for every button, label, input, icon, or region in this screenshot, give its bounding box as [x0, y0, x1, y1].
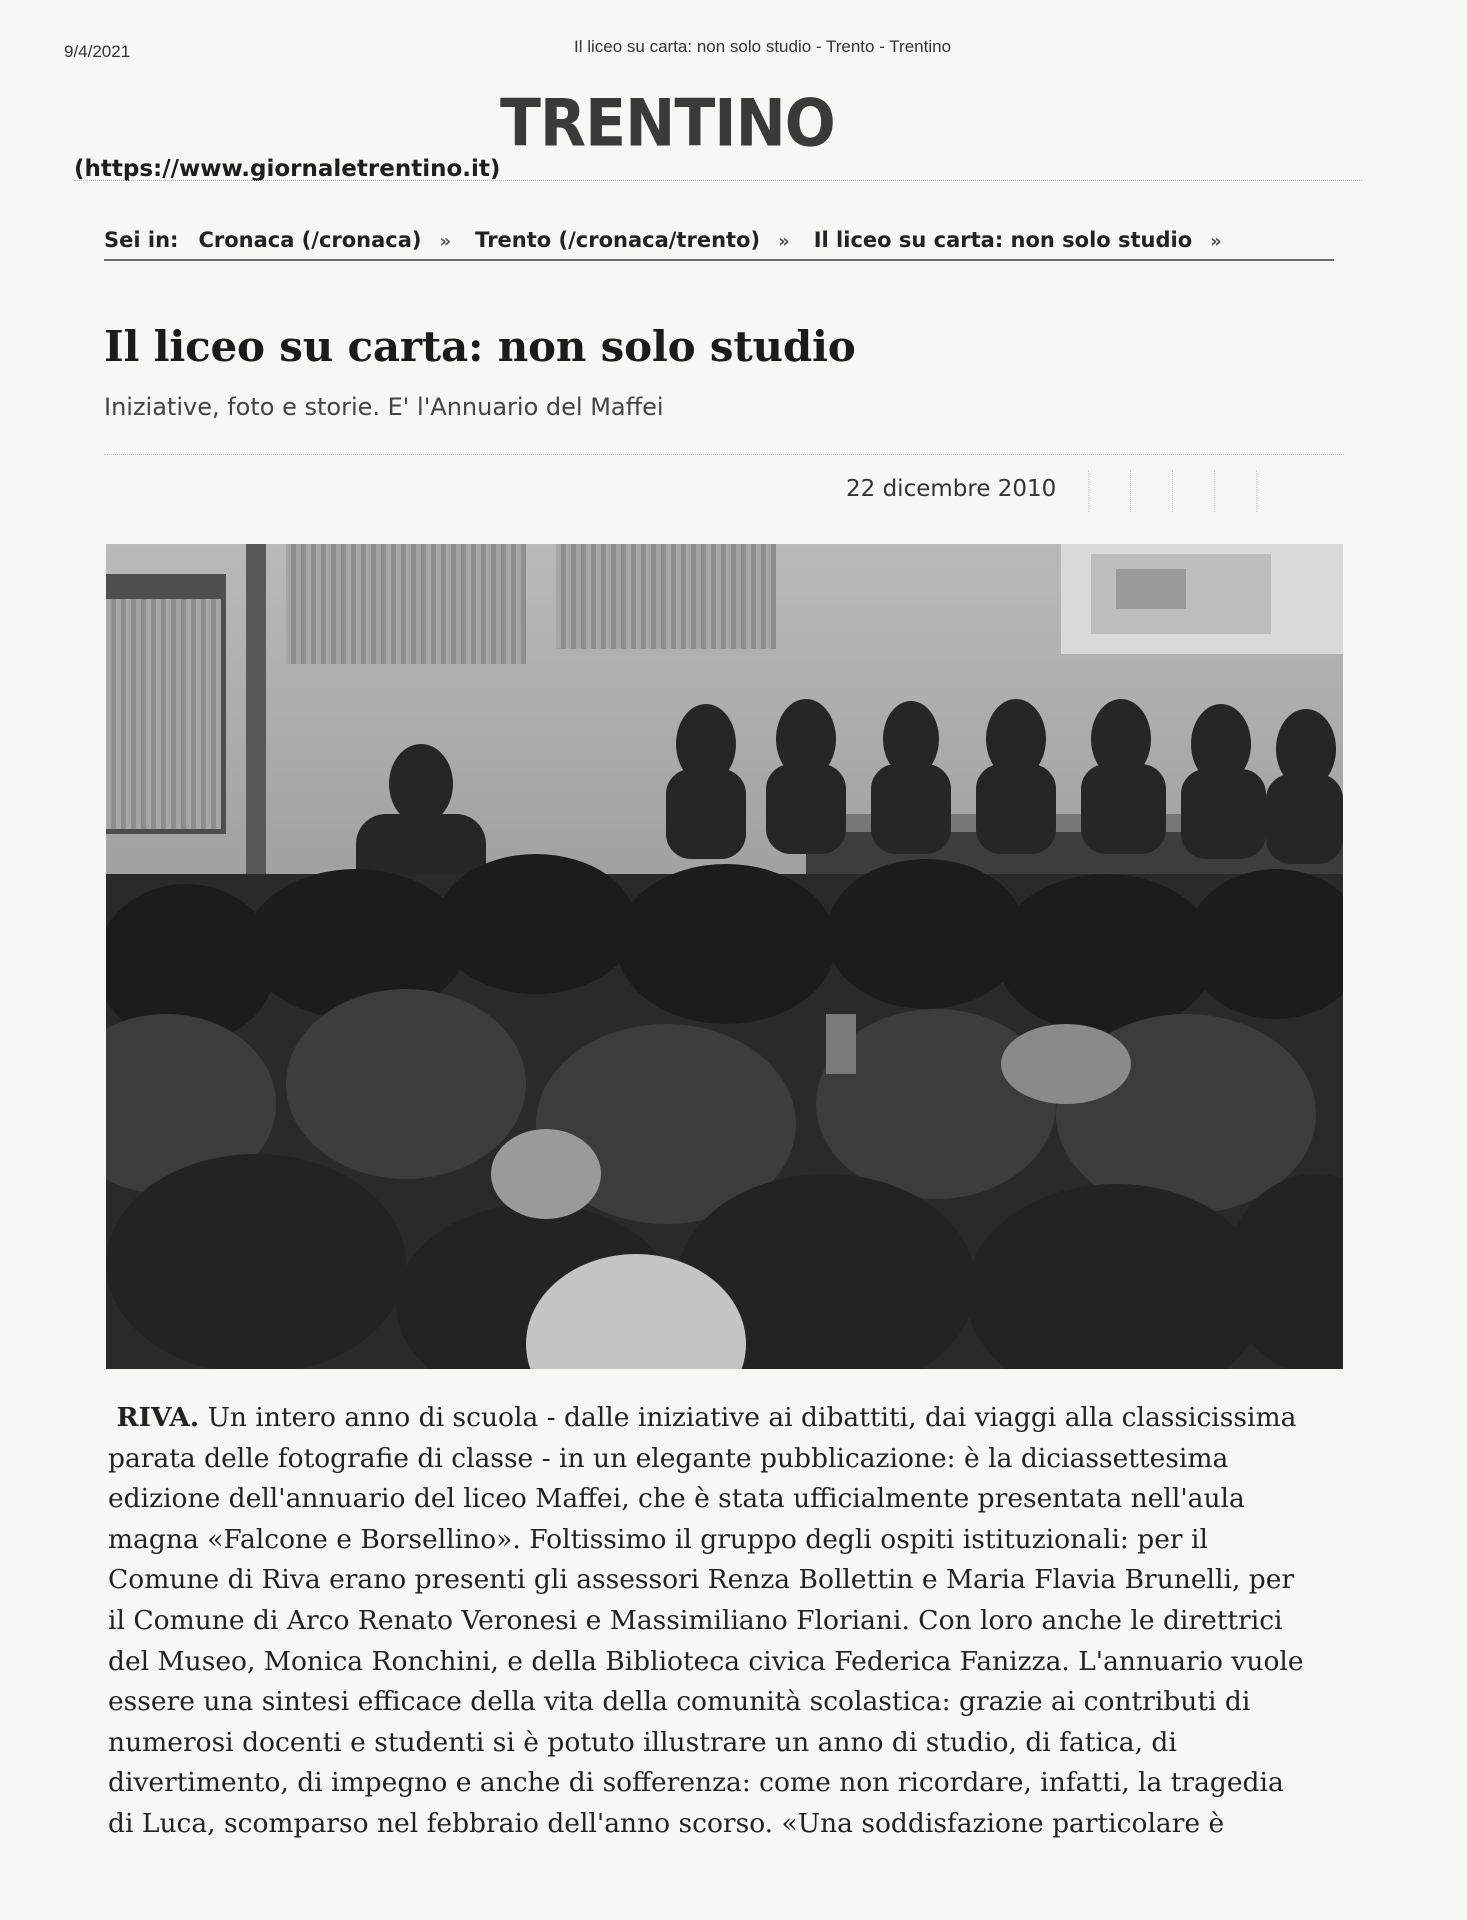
article-line: edizione dell'annuario del liceo Maffei, che è stata ufficialmente presentata nell'aula	[108, 1483, 1245, 1515]
print-date: 9/4/2021	[64, 42, 131, 61]
share-slot	[1130, 470, 1131, 512]
article-line: di Luca, scomparso nel febbraio dell'anno scorso. «Una soddisfazione particolare è	[108, 1807, 1225, 1839]
article-body	[108, 1398, 1358, 1845]
breadcrumb-separator: »	[778, 231, 790, 252]
article-title: Il liceo su carta: non solo studio	[104, 322, 856, 371]
share-slot	[1214, 470, 1215, 512]
site-logo[interactable]: TRENTINO	[500, 86, 835, 162]
share-slot	[1172, 470, 1173, 512]
breadcrumb-divider	[104, 259, 1334, 261]
breadcrumb-prefix: Sei in:	[104, 228, 179, 252]
article-line: divertimento, di impegno e anche di sofferenza: come non ricordare, infatti, la tragedia	[108, 1767, 1284, 1799]
article-lead: RIVA.	[116, 1402, 200, 1433]
article-line: magna «Falcone e Borsellino». Foltissimo il gruppo degli ospiti istituzionali: per il	[108, 1523, 1208, 1555]
article-line: del Museo, Monica Ronchini, e della Biblioteca civica Federica Fanizza. L'annuario vuole	[108, 1645, 1304, 1677]
article-line: RIVA. Un intero anno di scuola - dalle iniziative ai dibattiti, dai viaggi alla classicissima	[116, 1402, 1297, 1433]
breadcrumb-separator: »	[439, 231, 452, 252]
breadcrumb	[104, 228, 1222, 252]
article-line: numerosi docenti e studenti si è potuto illustrare un anno di studio, di fatica, di	[108, 1726, 1177, 1758]
print-page-title: Il liceo su carta: non solo studio - Trento - Trentino	[574, 37, 952, 56]
article-line: essere una sintesi efficace della vita della comunità scolastica: grazie ai contributi di	[108, 1686, 1251, 1718]
breadcrumb-item-cronaca[interactable]: Cronaca (/cronaca)	[198, 228, 422, 252]
logo-url: (https://www.giornaletrentino.it)	[74, 156, 501, 182]
photo-audience-illustration	[106, 544, 1343, 1369]
article-photo	[106, 544, 1343, 1369]
article-line: Comune di Riva erano presenti gli assessori Renza Bollettin e Maria Flavia Brunelli, per	[108, 1564, 1295, 1596]
breadcrumb-item-current: Il liceo su carta: non solo studio	[813, 228, 1193, 252]
article-subtitle: Iniziative, foto e storie. E' l'Annuario del Maffei	[104, 393, 664, 421]
share-slot	[1088, 470, 1089, 512]
article-line: parata delle fotografie di classe - in un elegante pubblicazione: è la diciassettesima	[108, 1442, 1229, 1474]
header-divider	[74, 180, 1362, 181]
article-date: 22 dicembre 2010	[846, 476, 1057, 502]
breadcrumb-separator: »	[1210, 231, 1222, 252]
article-line: il Comune di Arco Renato Veronesi e Massimiliano Floriani. Con loro anche le direttrici	[108, 1604, 1283, 1636]
share-slot	[1256, 470, 1257, 512]
breadcrumb-item-trento[interactable]: Trento (/cronaca/trento)	[475, 228, 761, 252]
subtitle-divider	[104, 454, 1344, 455]
